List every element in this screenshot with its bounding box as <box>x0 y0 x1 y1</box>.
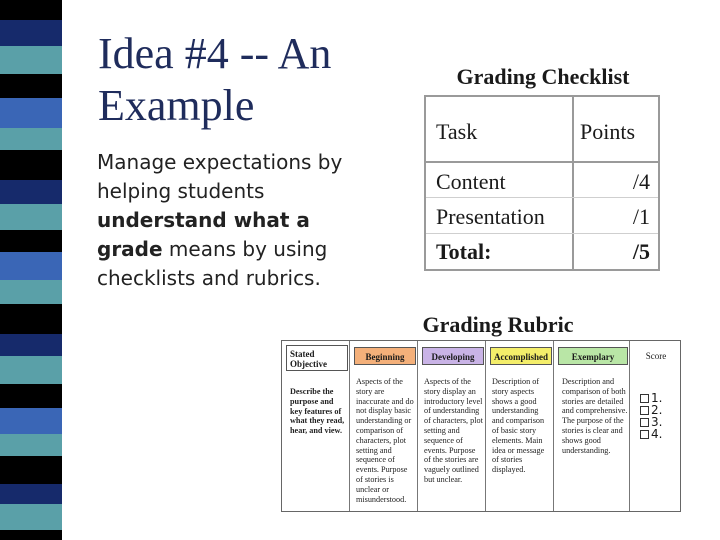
checkbox-icon <box>640 406 649 415</box>
stripe-block <box>0 46 62 74</box>
slide-body-text <box>97 148 377 293</box>
rubric-header-beginning: Beginning <box>354 347 416 365</box>
body-text-emphasis: understand what a grade <box>97 208 310 261</box>
rubric-objective-cell: Describe the purpose and key features of what they read, hear, and view. <box>290 387 345 436</box>
checklist-header-task: Task <box>436 119 478 144</box>
stripe-block <box>0 334 62 356</box>
body-text-part-1: Manage expectations by helping students <box>97 150 343 203</box>
stripe-block <box>0 504 62 530</box>
decorative-stripe-column <box>0 0 62 540</box>
stripe-block <box>0 356 62 384</box>
rubric-level-cell: Description and comparison of both stories are detailed and comprehensive. The purpose of the stories is clear and shows good understanding. <box>562 377 628 455</box>
stripe-block <box>0 304 62 334</box>
stripe-block <box>0 20 62 46</box>
checklist-total-label: Total: <box>436 239 492 264</box>
score-label: 4. <box>651 427 663 441</box>
checklist-row-divider <box>426 197 658 198</box>
rubric-level-cell: Aspects of the story display an introductory level of understanding of characters, plot setting and sequence of events. Purpose of the stories are vaguely outlined but unclear. <box>424 377 483 484</box>
stripe-block <box>0 484 62 504</box>
checklist-total-points: /5 <box>632 239 650 264</box>
stripe-block <box>0 180 62 204</box>
grading-rubric-table <box>281 340 681 512</box>
rubric-level-cell: Aspects of the story are inaccurate and do not display basic understanding or comparison of characters, plot setting and sequence of events. Purpose of stories is unclear or misunderstood. <box>356 377 414 504</box>
rubric-header-objective: Stated Objective <box>286 345 348 371</box>
rubric-header-developing: Developing <box>422 347 484 365</box>
score-label: 2. <box>651 403 663 417</box>
stripe-block <box>0 150 62 180</box>
checklist-task-cell: Content <box>436 169 506 194</box>
body-text-part-2: means by using checklists and rubrics. <box>97 237 328 290</box>
slide-title: Idea #4 -- An Example <box>98 29 332 130</box>
stripe-block <box>0 456 62 484</box>
checklist-title: Grading Checklist <box>456 64 630 89</box>
rubric-score-option[interactable] <box>640 427 662 441</box>
stripe-block <box>0 434 62 456</box>
stripe-block <box>0 0 62 20</box>
stripe-block <box>0 384 62 408</box>
rubric-header-score: Score <box>634 347 678 365</box>
stripe-block <box>0 204 62 230</box>
score-label: 1. <box>651 391 663 405</box>
stripe-block <box>0 230 62 252</box>
checklist-row-divider <box>426 233 658 234</box>
checklist-points-cell: /1 <box>632 204 650 229</box>
rubric-header-accomplished: Accomplished <box>490 347 552 365</box>
rubric-level-cell: Description of story aspects shows a good understanding and comparison of basic story elements. Main idea or message of stories displayed. <box>492 377 545 475</box>
score-label: 3. <box>651 415 663 429</box>
stripe-block <box>0 252 62 280</box>
stripe-block <box>0 98 62 128</box>
rubric-title: Grading Rubric <box>422 312 574 337</box>
checkbox-icon <box>640 430 649 439</box>
checklist-header-points: Points <box>580 119 636 144</box>
grading-checklist-table <box>424 95 660 271</box>
stripe-block <box>0 408 62 434</box>
checklist-points-cell: /4 <box>632 169 650 194</box>
stripe-block <box>0 280 62 304</box>
checkbox-icon <box>640 394 649 403</box>
checkbox-icon <box>640 418 649 427</box>
stripe-block <box>0 530 62 540</box>
checklist-column-divider <box>572 97 574 269</box>
stripe-block <box>0 128 62 150</box>
rubric-header-exemplary: Exemplary <box>558 347 628 365</box>
checklist-task-cell: Presentation <box>436 204 545 229</box>
stripe-block <box>0 74 62 98</box>
